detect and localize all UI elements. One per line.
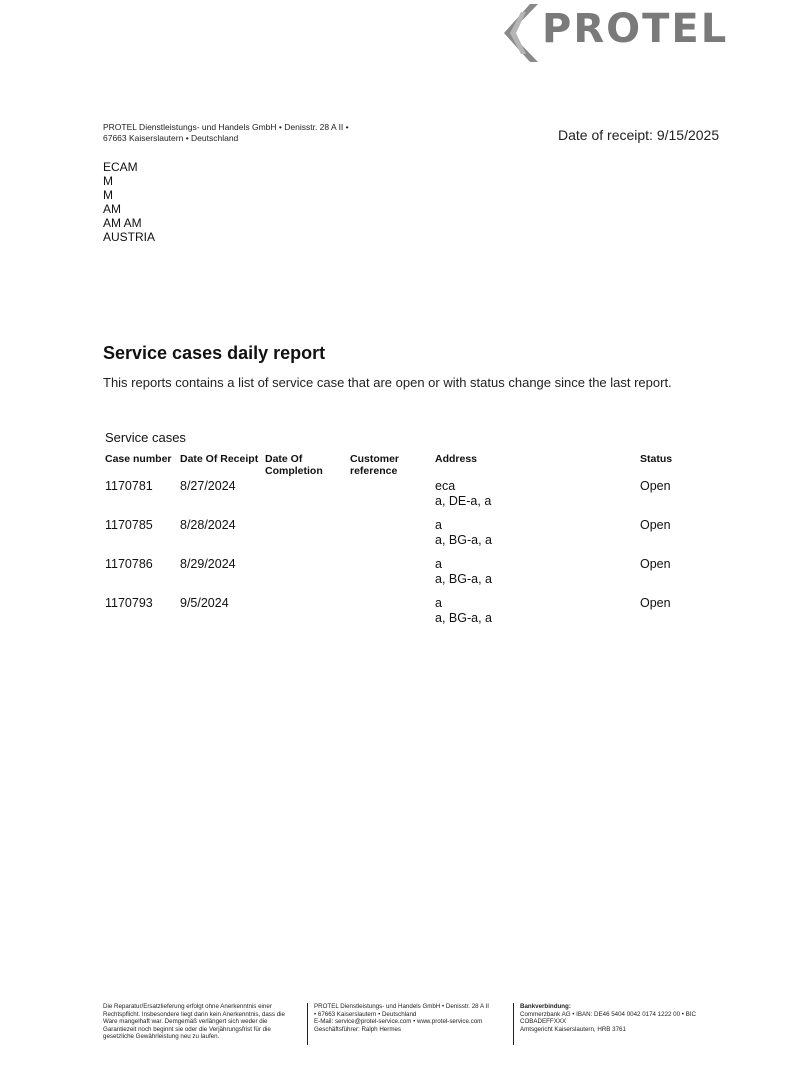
- table-row: [105, 518, 705, 557]
- footer-line: PROTEL Dienstleistungs- und Handels GmbH • Denisstr. 28 A II: [314, 1003, 489, 1010]
- page-footer: [103, 1003, 713, 1045]
- cell-case-number: 1170786: [105, 557, 153, 571]
- address-line1: a: [435, 596, 442, 610]
- recipient-line: AM AM: [103, 216, 142, 230]
- report-subtitle: This reports contains a list of service case that are open or with status change since the last report.: [103, 375, 672, 390]
- footer-line: Amtsgericht Kaiserslautern, HRB 3761: [520, 1025, 626, 1033]
- cell-address: [435, 557, 492, 587]
- recipient-line: AUSTRIA: [103, 230, 156, 244]
- protel-logo: [504, 2, 729, 64]
- footer-line: Rechtspflicht. Insbesondere liegt darin kein Anerkenntnis, dass die: [103, 1010, 285, 1018]
- address-line2: a, DE-a, a: [435, 494, 492, 508]
- sender-address: [103, 122, 403, 144]
- recipient-line: M: [103, 174, 113, 188]
- footer-bank-info: [513, 1003, 720, 1045]
- cell-status: Open: [640, 479, 671, 493]
- cell-status: Open: [640, 596, 671, 610]
- cell-case-number: 1170781: [105, 479, 153, 493]
- table-row: [105, 596, 705, 635]
- footer-legal-notice: [103, 1003, 299, 1041]
- footer-line: • 67663 Kaiserslautern • Deutschland: [314, 1010, 417, 1018]
- footer-line: COBADEFFXXX: [520, 1018, 567, 1026]
- cell-address: [435, 479, 491, 509]
- footer-line: Die Reparatur/Ersatzlieferung erfolgt ohne Anerkenntnis einer: [103, 1003, 272, 1010]
- footer-line: Garantiezeit noch beginnt sie oder die Verjährungsfrist für die: [103, 1025, 271, 1033]
- footer-line: Geschäftsführer: Ralph Hermes: [314, 1025, 402, 1033]
- header-case-number: Case number: [105, 453, 172, 465]
- address-line1: a: [435, 518, 442, 532]
- report-title: Service cases daily report: [103, 343, 326, 363]
- recipient-line: ECAM: [103, 160, 138, 174]
- cell-date-receipt: 8/28/2024: [180, 518, 236, 532]
- address-line2: a, BG-a, a: [435, 611, 492, 625]
- logo-text: PROTEL: [542, 6, 729, 52]
- header-date-receipt: Date Of Receipt: [180, 453, 259, 465]
- address-line1: a: [435, 557, 442, 571]
- table-body: [105, 479, 705, 635]
- table-row: [105, 557, 705, 596]
- cell-case-number: 1170785: [105, 518, 153, 532]
- cell-status: Open: [640, 557, 671, 571]
- protel-chevron-logo-icon: [504, 2, 544, 64]
- header-address: Address: [435, 453, 478, 465]
- cell-address: [435, 596, 492, 626]
- cell-date-receipt: 8/29/2024: [180, 557, 236, 571]
- recipient-address: [103, 160, 155, 244]
- section-title: Service cases: [105, 430, 186, 445]
- footer-line: Commerzbank AG • IBAN: DE46 5404 0042 0174 1222 00 • BIC: [520, 1010, 696, 1018]
- table-row: [105, 479, 705, 518]
- date-of-receipt: Date of receipt: 9/15/2025: [558, 127, 720, 143]
- address-line2: a, BG-a, a: [435, 533, 492, 547]
- cell-status: Open: [640, 518, 671, 532]
- recipient-line: AM: [103, 202, 121, 216]
- cell-date-receipt: 9/5/2024: [180, 596, 229, 610]
- address-line1: eca: [435, 479, 456, 493]
- footer-line: E-Mail: service@protel-service.com • www.protel-service.com: [314, 1018, 483, 1026]
- header-date-completion: Date Of Completion: [265, 453, 323, 477]
- footer-bank-title: Bankverbindung:: [520, 1003, 571, 1010]
- sender-address-line1: PROTEL Dienstleistungs- und Handels GmbH • Denisstr. 28 A II •: [103, 122, 349, 132]
- service-cases-table: [105, 453, 705, 625]
- header-customer-reference: Customer reference: [350, 453, 400, 477]
- cell-address: [435, 518, 492, 548]
- recipient-line: M: [103, 188, 113, 202]
- cell-date-receipt: 8/27/2024: [180, 479, 236, 493]
- sender-address-line2: 67663 Kaiserslautern • Deutschland: [103, 133, 239, 143]
- footer-line: Ware mangelhaft war. Demgemäß verlängert sich weder die: [103, 1018, 268, 1026]
- address-line2: a, BG-a, a: [435, 572, 492, 586]
- footer-line: gesetzliche Gewährleistung neu zu laufen.: [103, 1033, 220, 1041]
- footer-company-info: [307, 1003, 512, 1045]
- header-status: Status: [640, 453, 673, 465]
- cell-case-number: 1170793: [105, 596, 153, 610]
